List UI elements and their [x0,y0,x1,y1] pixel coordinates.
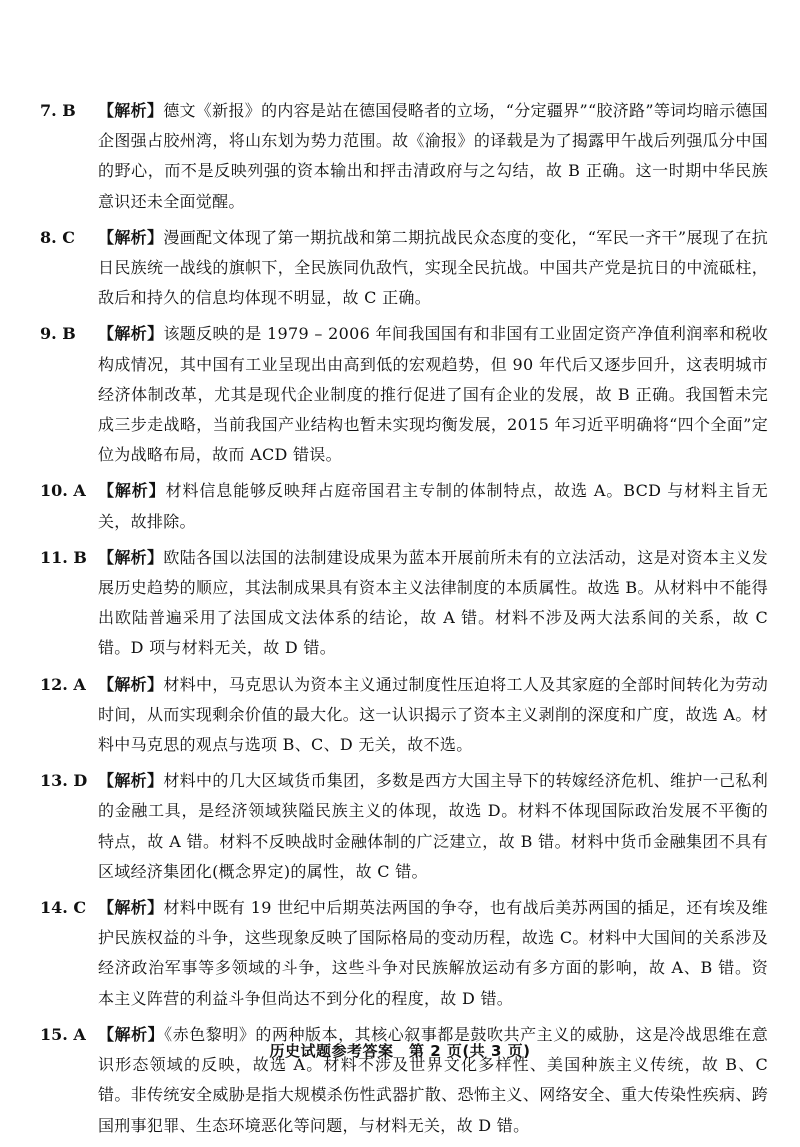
answer-body [98,319,768,470]
answer-body [98,893,768,1014]
analysis-label: 【解析】 [98,674,164,694]
analysis-text: 《赤色黎明》的两种版本，其核心叙事都是鼓吹共产主义的威胁，这是冷战思维在意识形态领域的反映，故选 A。材料不涉及世界文化多样性、美国种族主义传统，故 B、C 错。非传统安全威胁是指大规模杀伤性武器扩散、恐怖主义、网络安全、重大传染性疾病、跨国刑事犯罪、生态环境恶化等问题，与材料无关，故 D 错。 [98,1024,768,1135]
answer-item-8 [40,223,768,314]
analysis-label: 【解析】 [98,1024,165,1044]
analysis-text: 欧陆各国以法国的法制建设成果为蓝本开展前所未有的立法活动，这是对资本主义发展历史趋势的顺应，其法制成果具有资本主义法律制度的本质属性。故选 B。从材料中不能得出欧陆普遍采用了法国成文法体系的结论，故 A 错。材料不涉及两大法系间的关系，故 C 错。D 项与材料无关，故 D 错。 [98,547,768,658]
answer-body [98,96,768,217]
answer-item-7 [40,96,768,217]
analysis-text: 材料中，马克思认为资本主义通过制度性压迫将工人及其家庭的全部时间转化为劳动时间，从而实现剩余价值的最大化。这一认识揭示了资本主义剥削的深度和广度，故选 A。材料中马克思的观点与选项 B、C、D 无关，故不选。 [98,674,768,755]
answer-number: 15. A [40,1024,86,1044]
answer-item-12 [40,670,768,761]
answer-body [98,766,768,887]
answer-item-11 [40,543,768,664]
analysis-text: 材料中的几大区域货币集团，多数是西方大国主导下的转嫁经济危机、维护一己私利的金融工具，是经济领域狭隘民族主义的体现，故选 D。材料不体现国际政治发展不平衡的特点，故 A 错。材料不反映战时金融体制的广泛建立，故 B 错。材料中货币金融集团不具有区域经济集团化(概念界定)的属性，故 C 错。 [98,771,768,881]
answer-list [40,96,768,1147]
analysis-text: 材料信息能够反映拜占庭帝国君主专制的体制特点，故选 A。BCD 与材料主旨无关，故排除。 [98,481,768,531]
answer-number: 7. B [40,101,76,120]
answer-body [98,670,768,761]
analysis-label: 【解析】 [98,771,164,791]
analysis-label: 【解析】 [98,324,164,344]
analysis-label: 【解析】 [98,101,164,120]
analysis-text: 德文《新报》的内容是站在德国侵略者的立场，“分定疆界”“胶济路”等词均暗示德国企图强占胶州湾，将山东划为势力范围。故《渝报》的译载是为了揭露甲午战后列强瓜分中国的野心，而不是反映列强的资本输出和抨击清政府与之勾结，故 B 正确。这一时期中华民族意识还未全面觉醒。 [98,101,769,211]
analysis-text: 材料中既有 19 世纪中后期英法两国的争夺，也有战后美苏两国的插足，还有埃及维护民族权益的斗争，这些现象反映了国际格局的变动历程，故选 C。材料中大国间的关系涉及经济政治军事等多领域的斗争，这些斗争对民族解放运动有多方面的影响，故 A、B 错。资本主义阵营的利益斗争但尚达不到分化的程度，故 D 错。 [98,898,769,1008]
analysis-text: 漫画配文体现了第一期抗战和第二期抗战民众态度的变化，“军民一齐干”展现了在抗日民族统一战线的旗帜下，全民族同仇敌忾，实现全民抗战。中国共产党是抗日的中流砥柱，敌后和持久的信息均体现不明显，故 C 正确。 [98,227,769,308]
answer-number: 12. A [40,674,86,694]
answer-body [98,223,768,314]
analysis-label: 【解析】 [98,227,164,247]
answer-body [98,476,768,536]
analysis-text: 该题反映的是 1979 – 2006 年间我国国有和非国有工业固定资产净值利润率和税收构成情况，其中国有工业呈现出由高到低的宏观趋势，但 90 年代后又逐步回升，这表明城市经济体制改革，尤其是现代企业制度的推行促进了国有企业的发展，故 B 正确。我国暂未完成三步走战略，当前我国产业结构也暂未实现均衡发展，2015 年习近平明确将“四个全面”定位为战略布局，故而 ACD 错误。 [98,324,769,465]
answer-number: 11. B [40,547,87,567]
answer-number: 10. A [40,481,86,501]
answer-item-9 [40,319,768,470]
analysis-label: 【解析】 [98,898,164,918]
answer-item-13 [40,766,768,887]
answer-number: 9. B [40,324,76,344]
analysis-label: 【解析】 [98,481,166,501]
answer-body [98,543,768,664]
answer-number: 14. C [40,898,87,918]
answer-item-10 [40,476,768,536]
page-footer: 历史试题参考答案 第 2 页(共 3 页) [269,1042,531,1060]
answer-number: 13. D [40,771,88,791]
answer-item-15 [40,1020,768,1141]
answer-item-14 [40,893,768,1014]
analysis-label: 【解析】 [98,547,164,567]
answer-number: 8. C [40,227,76,247]
answer-body [98,1020,768,1141]
